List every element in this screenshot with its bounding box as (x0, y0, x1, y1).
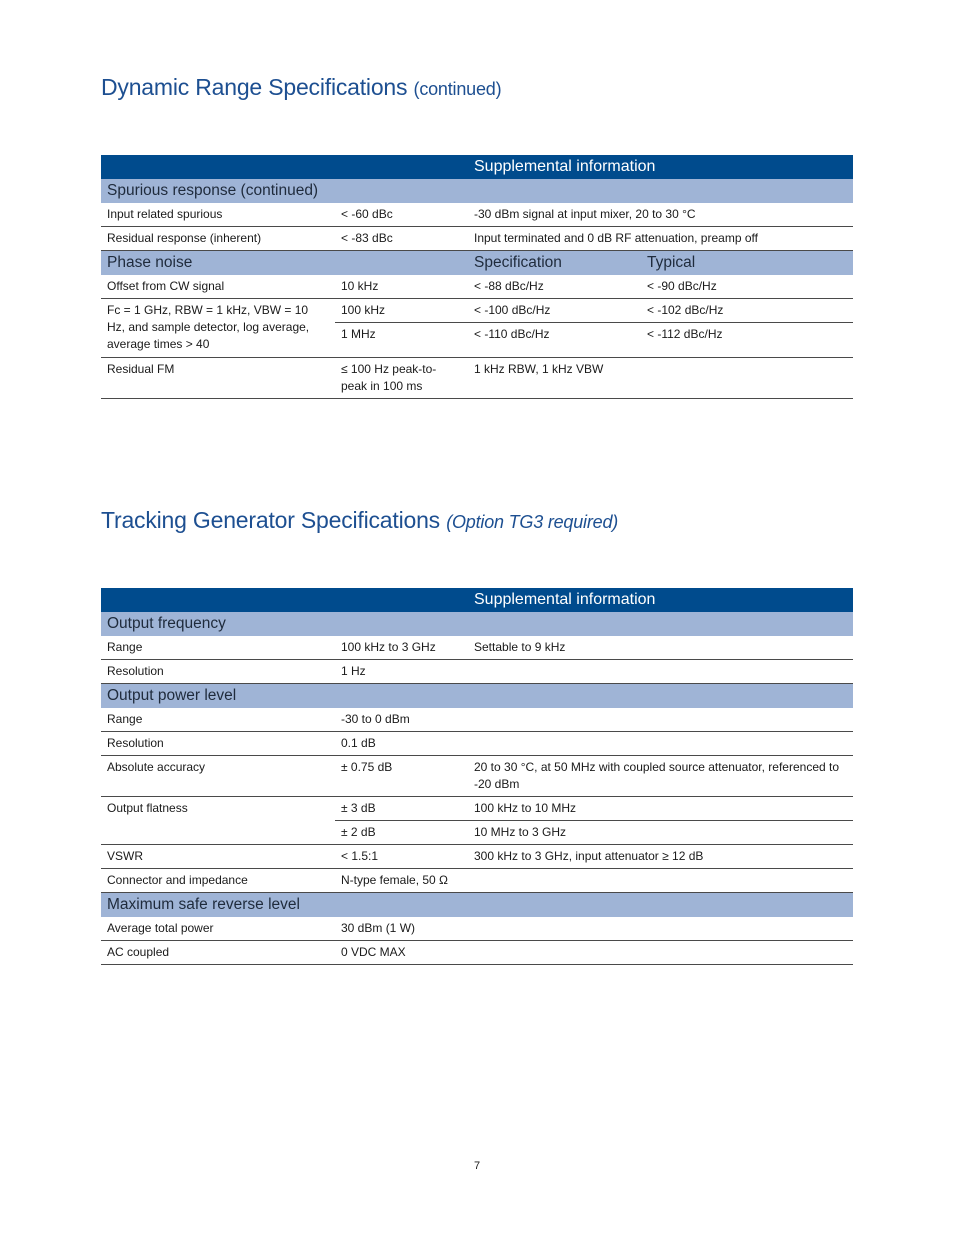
section-label: Spurious response (continued) (101, 179, 853, 203)
row-label: Residual response (inherent) (101, 227, 335, 251)
row-spec: < -100 dBc/Hz (468, 299, 641, 323)
table-header-row (101, 588, 853, 612)
dynamic-range-table (101, 155, 853, 399)
row-offset: 1 MHz (335, 323, 468, 358)
section-label: Maximum safe reverse level (101, 893, 853, 918)
table-row (101, 227, 853, 251)
row-spec: < -60 dBc (335, 203, 468, 227)
row-info: Input terminated and 0 dB RF attenuation, preamp off (468, 227, 853, 251)
row-spec: ± 2 dB (335, 821, 468, 845)
row-spec: 0.1 dB (335, 732, 468, 756)
row-spec: N-type female, 50 Ω (335, 869, 468, 893)
table-row (101, 299, 853, 323)
tracking-generator-table (101, 588, 853, 965)
row-info (468, 732, 853, 756)
row-spec: < 1.5:1 (335, 845, 468, 869)
row-label: Connector and impedance (101, 869, 335, 893)
row-typical: < -102 dBc/Hz (641, 299, 853, 323)
dynamic-range-title-text: Dynamic Range Specifications (101, 74, 408, 100)
table-row (101, 869, 853, 893)
row-typical: < -90 dBc/Hz (641, 275, 853, 299)
row-label: Output flatness (101, 797, 335, 845)
section-label: Output power level (101, 684, 853, 709)
row-spec: ≤ 100 Hz peak-to-peak in 100 ms (335, 358, 468, 399)
section-spurious (101, 179, 853, 203)
table-row (101, 845, 853, 869)
row-label: Range (101, 636, 335, 660)
row-info: 100 kHz to 10 MHz (468, 797, 853, 821)
supplemental-header: Supplemental information (468, 155, 853, 179)
row-label: Resolution (101, 660, 335, 684)
row-spec: < -110 dBc/Hz (468, 323, 641, 358)
row-spec: 30 dBm (1 W) (335, 917, 468, 941)
row-spec: ± 0.75 dB (335, 756, 468, 797)
row-label: VSWR (101, 845, 335, 869)
table-row (101, 756, 853, 797)
table-row (101, 941, 853, 965)
row-info: 20 to 30 °C, at 50 MHz with coupled source attenuator, referenced to -20 dBm (468, 756, 853, 797)
row-spec: < -88 dBc/Hz (468, 275, 641, 299)
section-output-power-level (101, 684, 853, 709)
row-label: AC coupled (101, 941, 335, 965)
row-spec: < -83 dBc (335, 227, 468, 251)
row-info: 300 kHz to 3 GHz, input attenuator ≥ 12 dB (468, 845, 853, 869)
table-row (101, 203, 853, 227)
row-info: 10 MHz to 3 GHz (468, 821, 853, 845)
row-spec: -30 to 0 dBm (335, 708, 468, 732)
row-info (468, 708, 853, 732)
row-label: Input related spurious (101, 203, 335, 227)
row-info (468, 660, 853, 684)
specification-header: Specification (468, 251, 641, 276)
row-info (468, 941, 853, 965)
row-info: Settable to 9 kHz (468, 636, 853, 660)
tracking-generator-title-sub: (Option TG3 required) (446, 512, 619, 532)
row-spec: 100 kHz to 3 GHz (335, 636, 468, 660)
row-typical: < -112 dBc/Hz (641, 323, 853, 358)
table-row (101, 797, 853, 821)
row-info (468, 869, 853, 893)
row-label: Range (101, 708, 335, 732)
tracking-generator-title (101, 507, 618, 534)
section-phase-noise (101, 251, 853, 276)
row-info: 1 kHz RBW, 1 kHz VBW (468, 358, 853, 399)
supplemental-header: Supplemental information (468, 588, 853, 612)
row-spec: ± 3 dB (335, 797, 468, 821)
row-label: Average total power (101, 917, 335, 941)
row-info (468, 917, 853, 941)
row-label: Absolute accuracy (101, 756, 335, 797)
typical-header: Typical (641, 251, 853, 276)
row-info: -30 dBm signal at input mixer, 20 to 30 °C (468, 203, 853, 227)
row-label: Residual FM (101, 358, 335, 399)
table-row (101, 917, 853, 941)
section-output-frequency (101, 612, 853, 636)
section-maximum-safe-reverse-level (101, 893, 853, 918)
table-row (101, 275, 853, 299)
row-spec: 0 VDC MAX (335, 941, 468, 965)
table-row (101, 358, 853, 399)
row-label: Resolution (101, 732, 335, 756)
row-offset: 100 kHz (335, 299, 468, 323)
row-spec: 1 Hz (335, 660, 468, 684)
row-offset: 10 kHz (335, 275, 468, 299)
section-label: Phase noise (101, 251, 468, 276)
row-label: Offset from CW signal (101, 275, 335, 299)
row-label: Fc = 1 GHz, RBW = 1 kHz, VBW = 10 Hz, and sample detector, log average, average times > 40 (101, 299, 335, 358)
table-row (101, 732, 853, 756)
tracking-generator-title-text: Tracking Generator Specifications (101, 507, 440, 533)
section-label: Output frequency (101, 612, 853, 636)
table-row (101, 660, 853, 684)
table-header-row (101, 155, 853, 179)
page-number: 7 (473, 1160, 481, 1172)
table-row (101, 636, 853, 660)
dynamic-range-title (101, 74, 501, 101)
dynamic-range-title-sub: (continued) (413, 79, 502, 99)
table-row (101, 708, 853, 732)
